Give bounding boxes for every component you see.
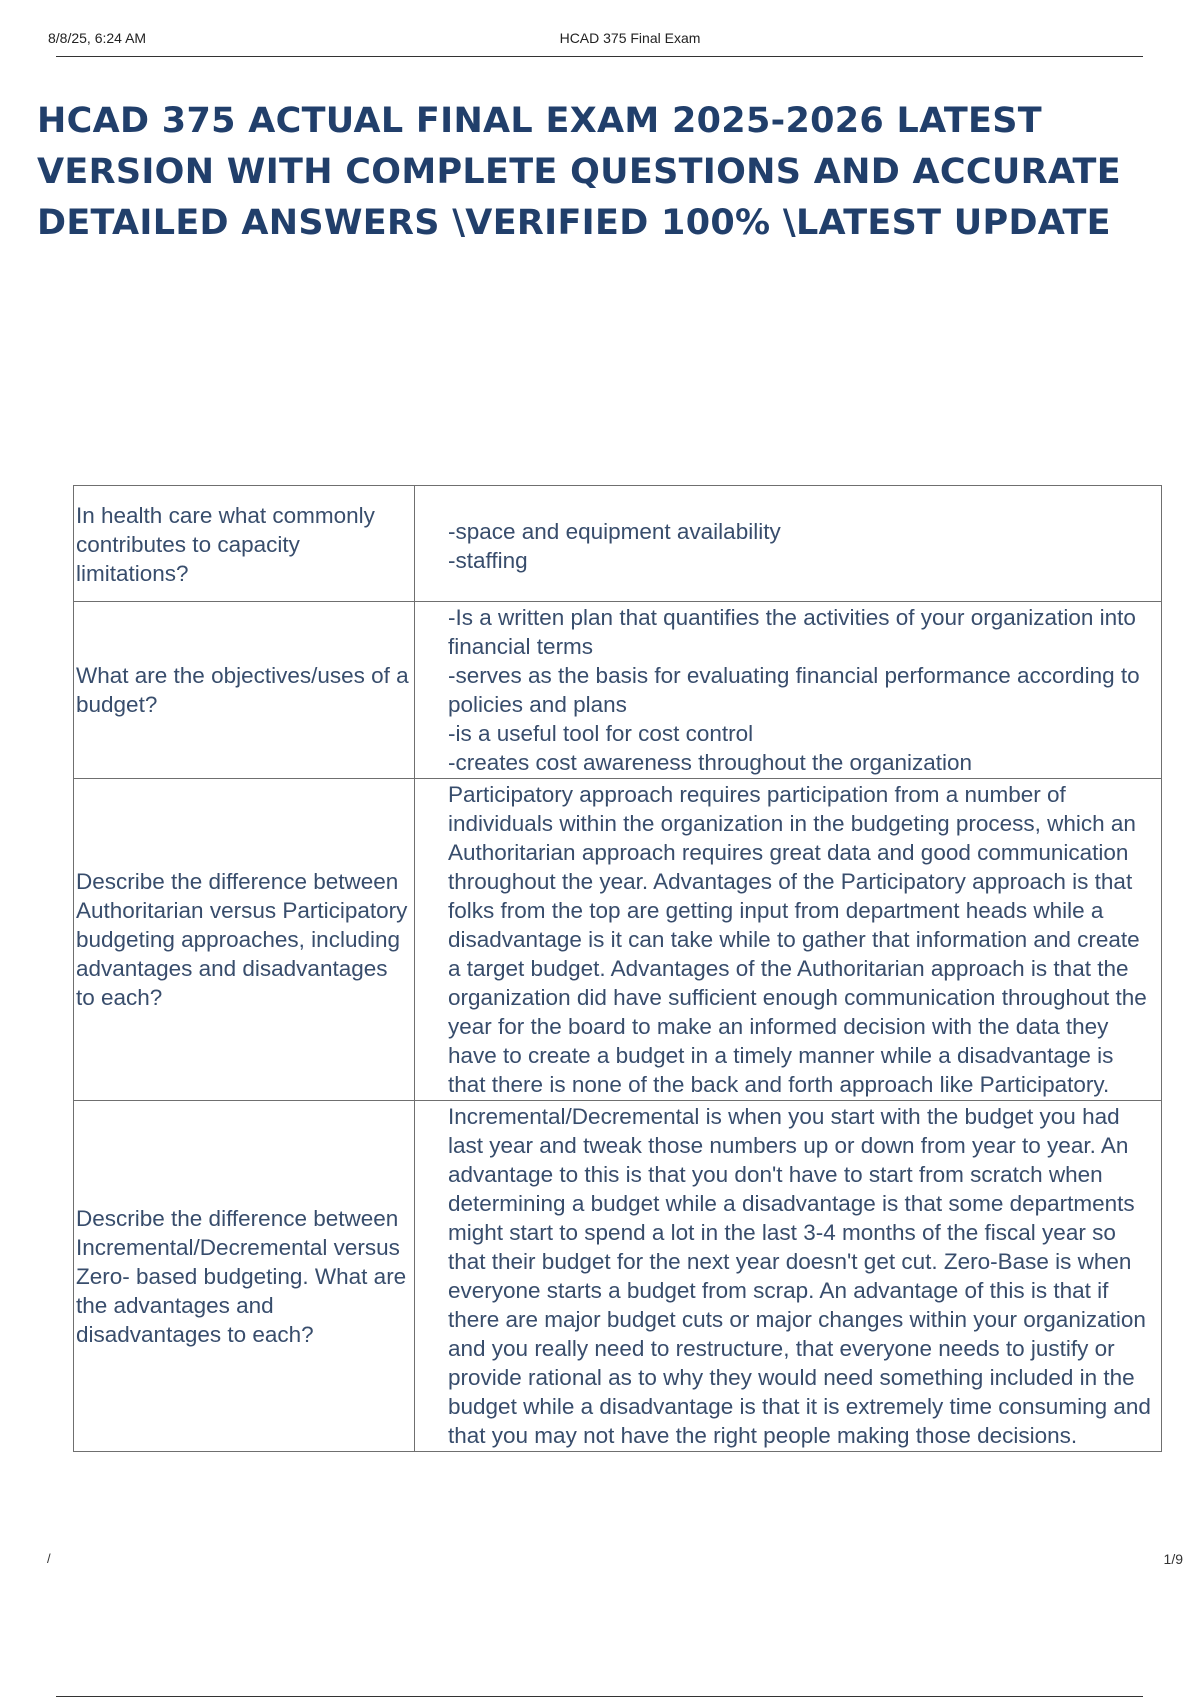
question-cell: Describe the difference between Authoritarian versus Participatory budgeting approaches, including advantages and disadvantages to each? — [74, 779, 415, 1101]
answer-line: -space and equipment availability — [448, 519, 781, 544]
answer-cell — [415, 779, 1162, 1101]
answer-paragraph: Participatory approach requires participation from a number of individuals within the organization in the budgeting process, which an Authoritarian approach requires great data and good communication throughout the year. Advantages of the Participatory approach is that folks from the top are getting input from department heads while a disadvantage is it can take while to gather that information and create a target budget. Advantages of the Authoritarian approach is that the organization did have sufficient enough communication throughout the year for the board to make an informed decision with the data they have to create a budget in a timely manner while a disadvantage is that there is none of the back and forth approach like Participatory. — [448, 782, 1147, 1097]
answer-line: -serves as the basis for evaluating financial performance according to policies and plans — [448, 663, 1140, 717]
qa-table — [73, 485, 1162, 1452]
header-divider — [56, 56, 1143, 57]
answer-line: -creates cost awareness throughout the organization — [448, 750, 973, 775]
question-cell: In health care what commonly contributes to capacity limitations? — [74, 486, 415, 602]
footer-mark: / — [47, 1551, 51, 1566]
answer-cell — [415, 602, 1162, 779]
answer-line: -staffing — [448, 548, 528, 573]
page-indicator: 1/9 — [1163, 1551, 1183, 1567]
answer-paragraph: Incremental/Decremental is when you start with the budget you had last year and tweak those numbers up or down from year to year. An advantage to this is that you don't have to start from scratch when determining a budget while a disadvantage is that some departments might start to spend a lot in the last 3-4 months of the fiscal year so that their budget for the next year doesn't get cut. Zero-Base is when everyone starts a budget from scrap. An advantage of this is that if there are major budget cuts or major changes within your organization and you really need to restructure, that everyone needs to justify or provide rational as to why they would need something included in the budget while a disadvantage is that it is extremely time consuming and that you may not have the right people making those decisions. — [448, 1104, 1151, 1448]
document-title: HCAD 375 ACTUAL FINAL EXAM 2025-2026 LATEST VERSION WITH COMPLETE QUESTIONS AND ACCURATE DETAILED ANSWERS \VERIFIED 100% \LATEST UPDATE — [37, 101, 1121, 243]
question-cell: What are the objectives/uses of a budget? — [74, 602, 415, 779]
question-cell: Describe the difference between Incremental/Decremental versus Zero- based budgeting. What are the advantages and disadvantages to each? — [74, 1101, 415, 1452]
qa-row — [74, 486, 1162, 602]
print-datetime: 8/8/25, 6:24 AM — [48, 30, 147, 46]
answer-cell — [415, 1101, 1162, 1452]
qa-row — [74, 602, 1162, 779]
answer-cell — [415, 486, 1162, 602]
footer-divider — [56, 1696, 1143, 1697]
print-page-title: HCAD 375 Final Exam — [559, 30, 701, 46]
answer-line: -is a useful tool for cost control — [448, 721, 754, 746]
answer-line: -Is a written plan that quantifies the activities of your organization into financial terms — [448, 605, 1136, 659]
qa-row — [74, 779, 1162, 1101]
qa-row — [74, 1101, 1162, 1452]
